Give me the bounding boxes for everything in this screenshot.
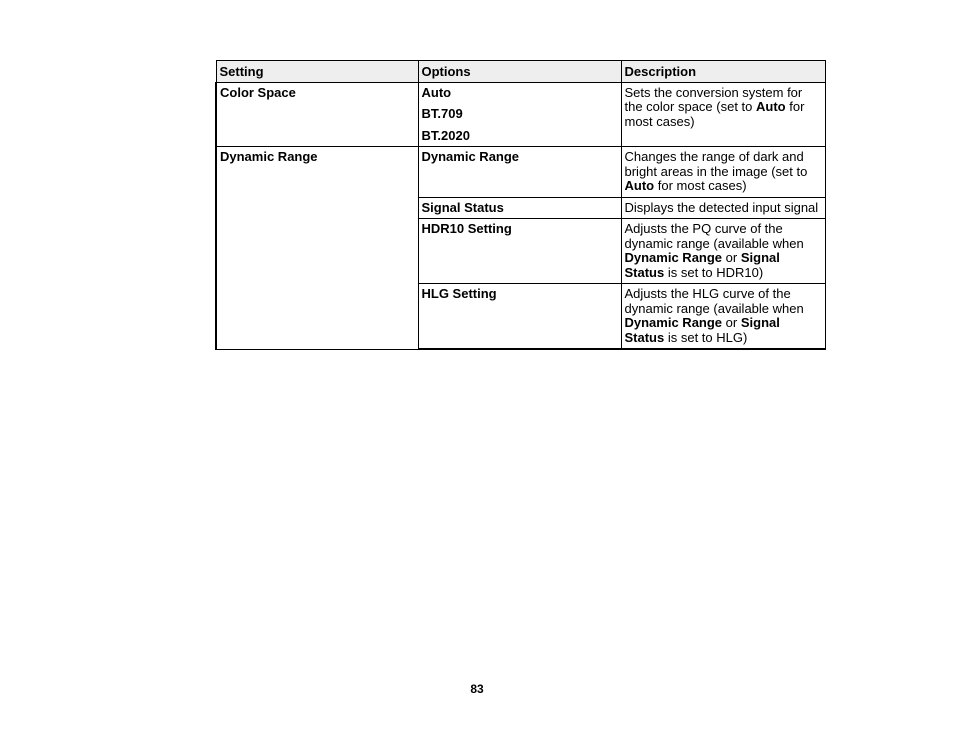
description-text: is set to HLG) [664,329,748,345]
description-bold: Dynamic Range [624,250,723,265]
table-header-row [216,61,825,83]
description-bold: Signal Status [624,315,780,345]
description-text: or [722,250,741,265]
option-auto: Auto [421,84,452,100]
description-text: for most cases) [654,178,747,193]
description-text: Adjusts the HLG curve of the dynamic range (available when [624,286,804,316]
option-bt709: BT.709 [421,106,463,121]
description-cell [621,147,825,198]
description-text: is set to HDR10) [664,264,764,280]
page-number: 83 [470,682,484,696]
description-text: Adjusts the PQ curve of the dynamic range (available when [624,221,804,251]
description-text: Changes the range of dark and bright areas in the image (set to [624,149,808,179]
table-row [216,147,825,198]
options-cell [418,82,621,147]
description-text: for most cases) [624,99,805,129]
table-row [216,82,825,147]
description-cell [621,197,825,219]
header-description: Description [621,61,825,83]
description-bold: Dynamic Range [624,315,723,330]
option-hdr10-setting: HDR10 Setting [418,219,621,284]
description-bold: Signal Status [624,250,780,280]
description-text: Sets the conversion system for the color space (set to [624,84,803,114]
setting-color-space: Color Space [216,82,418,147]
description-cell [621,284,825,350]
header-options: Options [418,61,621,83]
description-text: Displays the detected input signal [624,199,819,215]
description-bold: Auto [756,99,786,114]
description-cell [621,219,825,284]
option-dynamic-range: Dynamic Range [418,147,621,198]
description-text: or [722,315,741,330]
header-setting: Setting [216,61,418,83]
setting-dynamic-range: Dynamic Range [216,147,418,350]
option-signal-status: Signal Status [418,197,621,219]
option-bt2020: BT.2020 [421,127,470,143]
option-hlg-setting: HLG Setting [418,284,621,350]
settings-table [215,60,826,350]
description-bold: Auto [624,178,655,193]
description-cell [621,82,825,147]
